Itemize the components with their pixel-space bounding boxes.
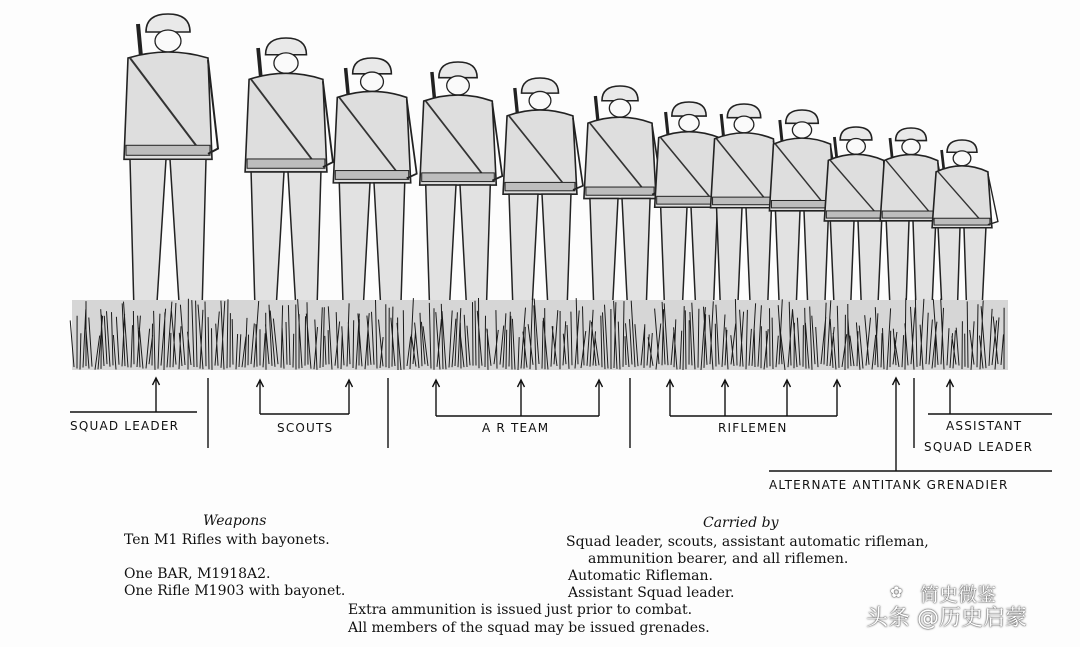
label-squad-leader: SQUAD LEADER (70, 419, 180, 433)
leg-left (830, 221, 854, 312)
carried-row-1b: ammunition bearer, and all riflemen. (588, 551, 849, 567)
note-1: Extra ammunition is issued just prior to combat. (348, 602, 693, 618)
leg-right (374, 183, 405, 312)
leg-right (288, 172, 321, 312)
note-2: All members of the squad may be issued grenades. (348, 620, 710, 636)
label-scouts: SCOUTS (277, 421, 334, 435)
label-ar-team: A R TEAM (482, 421, 550, 435)
face (792, 122, 811, 138)
soldier-figure (503, 78, 583, 312)
belt (934, 218, 990, 225)
face (847, 139, 866, 155)
helmet (266, 38, 307, 55)
face (447, 76, 470, 95)
face (902, 139, 920, 154)
label-riflemen: RIFLEMEN (718, 421, 788, 435)
leg-left (775, 211, 800, 312)
grass-base (72, 300, 1008, 370)
watermark-logo-icon: ✿ (890, 583, 903, 601)
soldier-figure (245, 38, 333, 312)
leg-left (251, 172, 284, 312)
helmet (146, 14, 190, 32)
leg-right (804, 211, 829, 312)
leg-right (691, 207, 717, 312)
label-assistant-line2: SQUAD LEADER (924, 440, 1034, 454)
weapon-row-3: One Rifle M1903 with bayonet. (124, 583, 346, 599)
carried-header: Carried by (703, 515, 779, 531)
soldiers-group (124, 14, 998, 312)
belt (422, 173, 495, 182)
leg-left (339, 183, 370, 312)
weapons-header: Weapons (203, 513, 267, 529)
leg-left (938, 228, 960, 312)
label-brackets (70, 378, 1052, 471)
face (361, 72, 384, 91)
face (734, 116, 754, 133)
belt (826, 211, 885, 218)
watermark-line1: 简史微鉴 (920, 584, 997, 606)
weapon-row-1: Ten M1 Rifles with bayonets. (124, 532, 330, 548)
belt (505, 182, 575, 190)
leg-right (858, 221, 882, 312)
carried-row-3: Assistant Squad leader. (568, 585, 735, 601)
face (529, 91, 551, 109)
belt (126, 145, 210, 155)
belt (586, 187, 654, 195)
label-grenadier: ALTERNATE ANTITANK GRENADIER (769, 478, 1009, 492)
label-assistant-line1: ASSISTANT (946, 419, 1023, 433)
belt (771, 200, 832, 207)
carried-row-1a: Squad leader, scouts, assistant automatic rifleman, (566, 534, 929, 550)
carried-row-2: Automatic Rifleman. (568, 568, 713, 584)
leg-right (964, 228, 986, 312)
leg-right (170, 159, 206, 312)
leg-left (590, 199, 618, 312)
leg-left (717, 208, 742, 312)
soldier-figure (932, 140, 998, 312)
leg-left (130, 159, 166, 312)
leg-right (913, 221, 936, 312)
leg-left (426, 185, 456, 312)
face (679, 114, 699, 131)
face (274, 53, 298, 73)
leg-right (622, 199, 650, 312)
leg-left (661, 207, 687, 312)
soldier-figure (124, 14, 218, 312)
leg-right (746, 208, 771, 312)
leg-left (509, 194, 538, 312)
watermark-line2: 头条 @历史启蒙 (866, 606, 1027, 631)
face (953, 151, 971, 166)
belt (247, 159, 325, 168)
face (155, 30, 181, 52)
soldier-figure (584, 86, 662, 312)
belt (713, 197, 776, 205)
soldier-figure (333, 58, 416, 312)
face (609, 99, 630, 117)
leg-right (542, 194, 571, 312)
grass-strip (70, 298, 1008, 370)
belt (882, 211, 940, 218)
leg-right (460, 185, 490, 312)
soldier-figure (420, 62, 503, 312)
belt (335, 171, 408, 180)
weapon-row-2: One BAR, M1918A2. (124, 566, 271, 582)
